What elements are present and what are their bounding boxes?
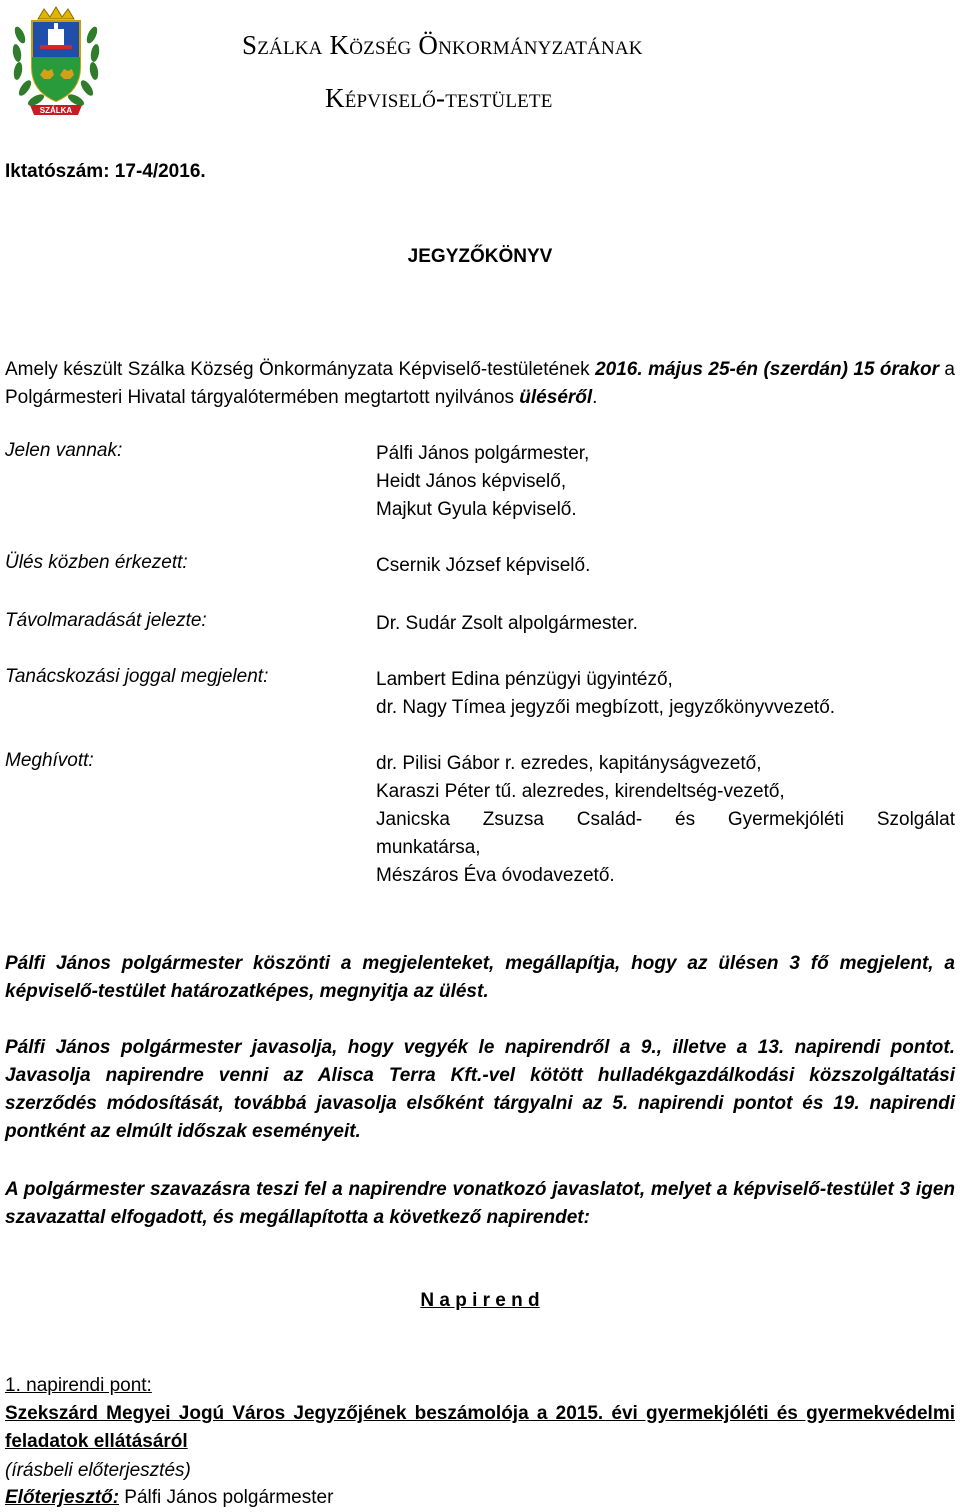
intro-end: .	[592, 387, 598, 408]
invited-list	[376, 750, 955, 890]
crest-icon	[10, 5, 102, 123]
opening-paragraph: Pálfi János polgármester köszönti a megjelenteket, megállapítja, hogy az ülésen 3 fő megjelent, a képviselő-testület határozatképes, megnyitja az ülést.	[5, 953, 955, 1002]
presenter-label: Előterjesztő:	[5, 1487, 120, 1508]
list-item: Lambert Edina pénzügyi ügyintéző,	[376, 669, 673, 690]
list-item: dr. Nagy Tímea jegyzői megbízott, jegyzőkönyvvezető.	[376, 697, 836, 718]
intro-session: üléséről	[519, 387, 593, 408]
document-heading: JEGYZŐKÖNYV	[407, 246, 553, 267]
advisory-label: Tanácskozási joggal megjelent:	[5, 666, 269, 687]
municipal-crest	[10, 5, 102, 123]
list-item: Dr. Sudár Zsolt alpolgármester.	[376, 613, 638, 634]
header-title-line1: Szálka Község Önkormányzatának	[242, 30, 643, 60]
list-item: Majkut Gyula képviselő.	[376, 499, 577, 520]
agenda-item-presenter	[5, 1484, 333, 1512]
list-item: dr. Pilisi Gábor r. ezredes, kapitányságvezető,	[376, 753, 762, 774]
intro-text-1: Amely készült Szálka Község Önkormányzata Képviselő-testületének	[5, 359, 596, 380]
arrived-label: Ülés közben érkezett:	[5, 552, 188, 573]
presenter-name: Pálfi János polgármester	[119, 1487, 334, 1508]
absent-label: Távolmaradását jelezte:	[5, 610, 207, 631]
agenda-item-label: 1. napirendi pont:	[5, 1375, 152, 1396]
advisory-list	[376, 666, 835, 722]
list-item: munkatársa,	[376, 837, 481, 858]
list-item: Heidt János képviselő,	[376, 471, 567, 492]
arrived-list	[376, 552, 590, 580]
registry-number: Iktatószám: 17-4/2016.	[5, 161, 206, 182]
list-item: Mészáros Éva óvodavezető.	[376, 865, 615, 886]
crest-ribbon-text: SZÁLKA	[39, 106, 73, 115]
present-label: Jelen vannak:	[5, 440, 123, 461]
header-title-line2: Képviselő-testülete	[325, 83, 553, 113]
agenda-heading: N a p i r e n d	[420, 1290, 540, 1311]
agenda-item-note: (írásbeli előterjesztés)	[5, 1460, 191, 1481]
vote-paragraph: A polgármester szavazásra teszi fel a napirendre vonatkozó javaslatot, melyet a képviselő-testület 3 igen szavazattal elfogadott, és megállapította a következő napirendet:	[5, 1179, 955, 1228]
intro-text-2: a Polgármesteri Hivatal tárgyalótermében megtartott nyilvános	[5, 359, 955, 408]
agenda-item-title: Szekszárd Megyei Jogú Város Jegyzőjének beszámolója a 2015. évi gyermekjóléti és gyermekvédelmi feladatok ellátásáról	[5, 1403, 955, 1452]
intro-paragraph	[5, 356, 955, 412]
absent-list	[376, 610, 638, 638]
list-item: Pálfi János polgármester,	[376, 443, 590, 464]
present-list	[376, 440, 589, 524]
list-item: Csernik József képviselő.	[376, 555, 591, 576]
agenda-proposal-paragraph: Pálfi János polgármester javasolja, hogy vegyék le napirendről a 9., illetve a 13. napirendi pontot. Javasolja napirendre venni az Alisca Terra Kft.-vel kötött hulladékgazdálkodási közszolgáltatási szerződés módosítását, továbbá javasolja elsőként tárgyalni az 5. napirendi pontot és 19. napirendi pontként az elmúlt időszak eseményeit.	[5, 1037, 955, 1142]
list-item: Karaszi Péter tű. alezredes, kirendeltség-vezető,	[376, 781, 785, 802]
intro-date: 2016. május 25-én (szerdán) 15 órakor	[595, 359, 940, 380]
list-item: Janicska Zsuzsa Család- és Gyermekjóléti Szolgálat	[376, 809, 955, 830]
invited-label: Meghívott:	[5, 750, 94, 771]
